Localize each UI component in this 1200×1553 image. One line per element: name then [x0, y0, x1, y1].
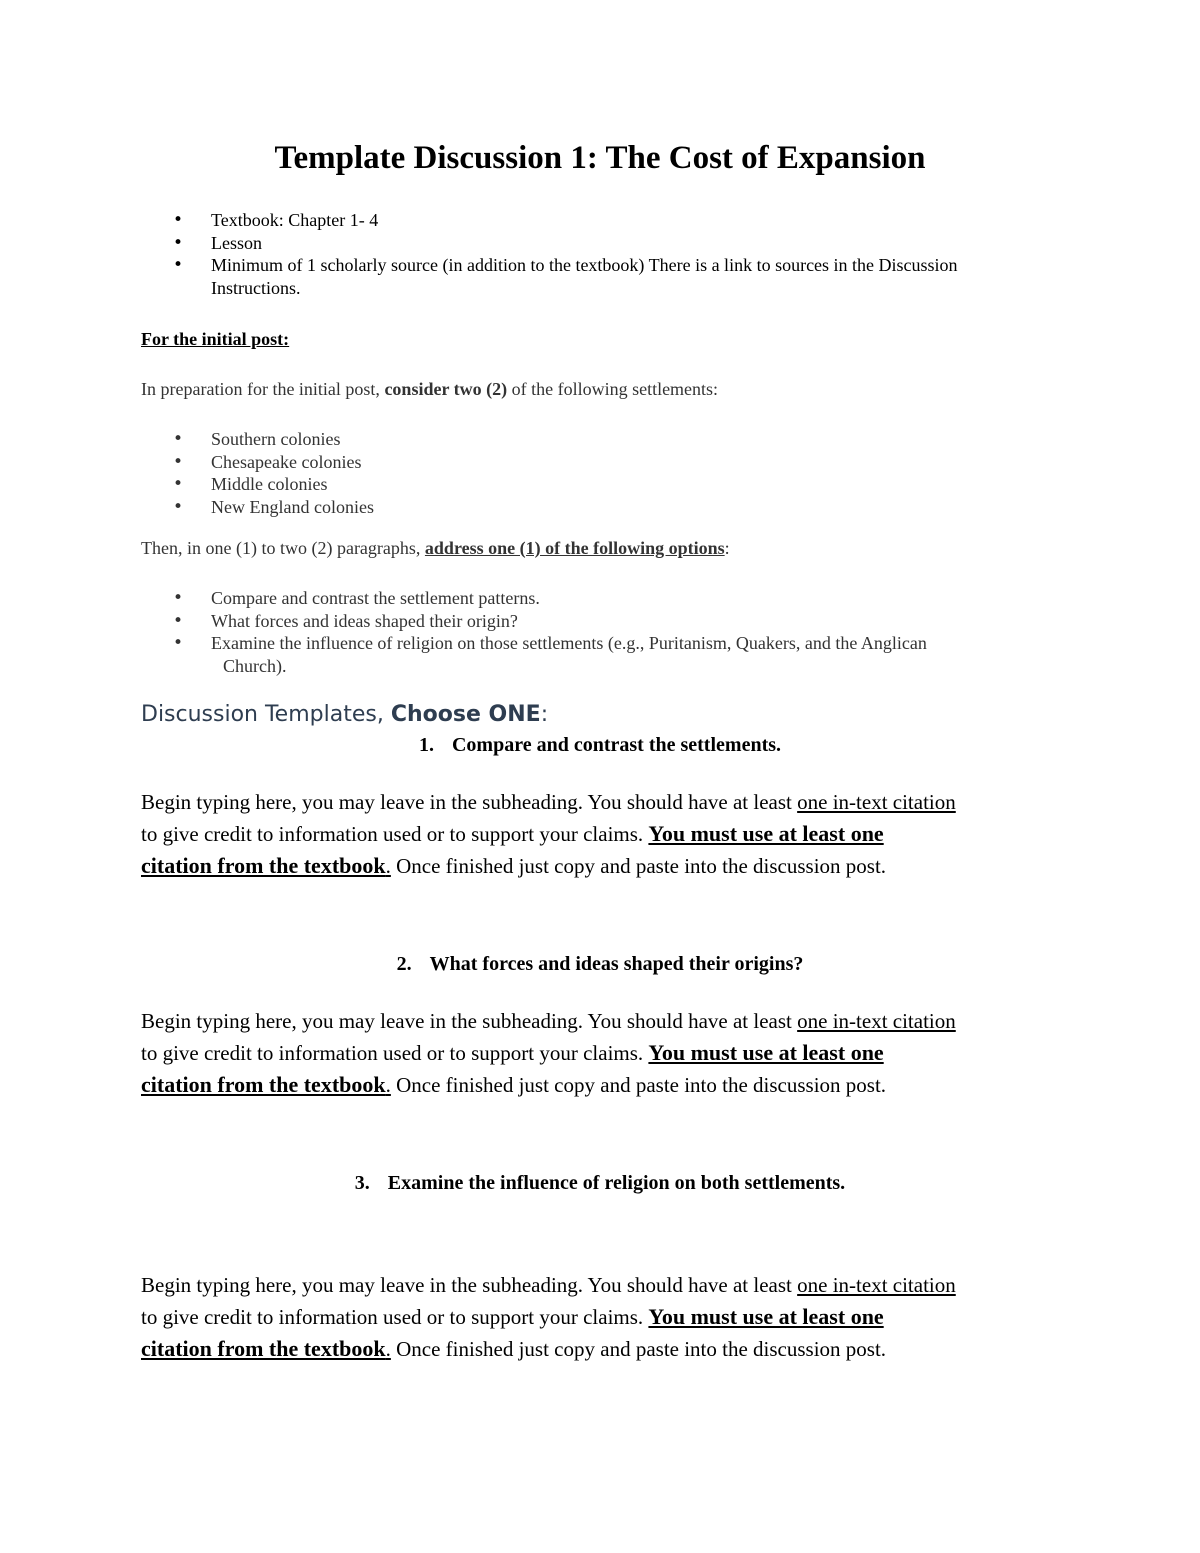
- citation-requirement: one in-text citation: [797, 1009, 956, 1033]
- list-item: • New England colonies: [141, 496, 374, 519]
- paragraph-text: .: [385, 854, 391, 878]
- list-item-continuation: Church).: [223, 655, 287, 676]
- paragraph-text: Once finished just copy and paste into the discussion post.: [390, 1337, 887, 1361]
- textbook-requirement: You must use at least one: [648, 1304, 884, 1329]
- textbook-requirement: citation from the textbook: [141, 1072, 386, 1097]
- paragraph-text: Once finished just copy and paste into the discussion post.: [390, 1073, 887, 1097]
- citation-requirement: one in-text citation: [797, 790, 956, 814]
- templates-heading-colon: :: [540, 702, 549, 727]
- paragraph-text: Begin typing here, you may leave in the subheading. You should have at least: [141, 790, 798, 814]
- resources-list: [141, 209, 958, 299]
- templates-heading: [141, 702, 548, 727]
- list-item: [141, 632, 927, 677]
- paragraph-text: to give credit to information used or to support your claims.: [141, 1041, 649, 1065]
- list-item: • Chesapeake colonies: [141, 451, 374, 474]
- list-item-continuation: Instructions.: [211, 277, 301, 298]
- templates-heading-emphasis: Choose ONE: [390, 702, 541, 727]
- list-item: • Textbook: Chapter 1- 4: [141, 209, 958, 232]
- options-list: [141, 587, 927, 677]
- list-item: [141, 254, 958, 299]
- paragraph-text: Once finished just copy and paste into the discussion post.: [390, 854, 887, 878]
- template-paragraph-2: [141, 1006, 1076, 1101]
- list-item: • Lesson: [141, 232, 958, 255]
- then-text-end: :: [724, 538, 730, 558]
- settlements-list: [141, 428, 374, 518]
- then-paragraph: [141, 537, 730, 559]
- paragraph-text: Begin typing here, you may leave in the subheading. You should have at least: [141, 1009, 798, 1033]
- list-item: • Compare and contrast the settlement patterns.: [141, 587, 927, 610]
- paragraph-text: .: [385, 1073, 391, 1097]
- prep-text-end: of the following settlements:: [507, 379, 719, 399]
- paragraph-text: to give credit to information used or to support your claims.: [141, 822, 649, 846]
- section-heading-text: Examine the influence of religion on both settlements.: [387, 1172, 846, 1194]
- document-title: Template Discussion 1: The Cost of Expansion: [274, 140, 926, 176]
- list-item-text: Examine the influence of religion on those settlements (e.g., Puritanism, Quakers, and the Anglican: [211, 633, 927, 654]
- section-heading-text: Compare and contrast the settlements.: [451, 734, 782, 756]
- then-text: Then, in one (1) to two (2) paragraphs,: [141, 538, 425, 558]
- textbook-requirement: You must use at least one: [648, 821, 884, 846]
- list-item: • Southern colonies: [141, 428, 374, 451]
- section-number: 1.: [418, 734, 434, 756]
- textbook-requirement: You must use at least one: [648, 1040, 884, 1065]
- section-heading-1: [0, 734, 1200, 757]
- section-heading-3: [0, 1172, 1200, 1195]
- paragraph-text: Begin typing here, you may leave in the subheading. You should have at least: [141, 1273, 798, 1297]
- section-heading-text: What forces and ideas shaped their origins?: [429, 953, 804, 975]
- list-item-text: Minimum of 1 scholarly source (in addition to the textbook) There is a link to sources in the Discussion: [211, 255, 958, 276]
- list-item: • Middle colonies: [141, 473, 374, 496]
- list-item: • What forces and ideas shaped their origin?: [141, 610, 927, 633]
- paragraph-text: .: [385, 1337, 391, 1361]
- section-number: 3.: [354, 1172, 370, 1194]
- textbook-requirement: citation from the textbook: [141, 853, 386, 878]
- paragraph-text: to give credit to information used or to support your claims.: [141, 1305, 649, 1329]
- prep-emphasis: consider two (2): [384, 379, 508, 399]
- initial-post-heading: For the initial post:: [141, 329, 290, 349]
- prep-text: In preparation for the initial post,: [141, 379, 385, 399]
- citation-requirement: one in-text citation: [797, 1273, 956, 1297]
- template-paragraph-1: [141, 787, 1076, 882]
- templates-heading-text: Discussion Templates,: [141, 702, 391, 727]
- textbook-requirement: citation from the textbook: [141, 1336, 386, 1361]
- then-emphasis: address one (1) of the following options: [424, 538, 725, 558]
- template-paragraph-3: [141, 1270, 1076, 1365]
- section-heading-2: [0, 953, 1200, 976]
- prep-paragraph: [141, 378, 718, 400]
- section-number: 2.: [396, 953, 412, 975]
